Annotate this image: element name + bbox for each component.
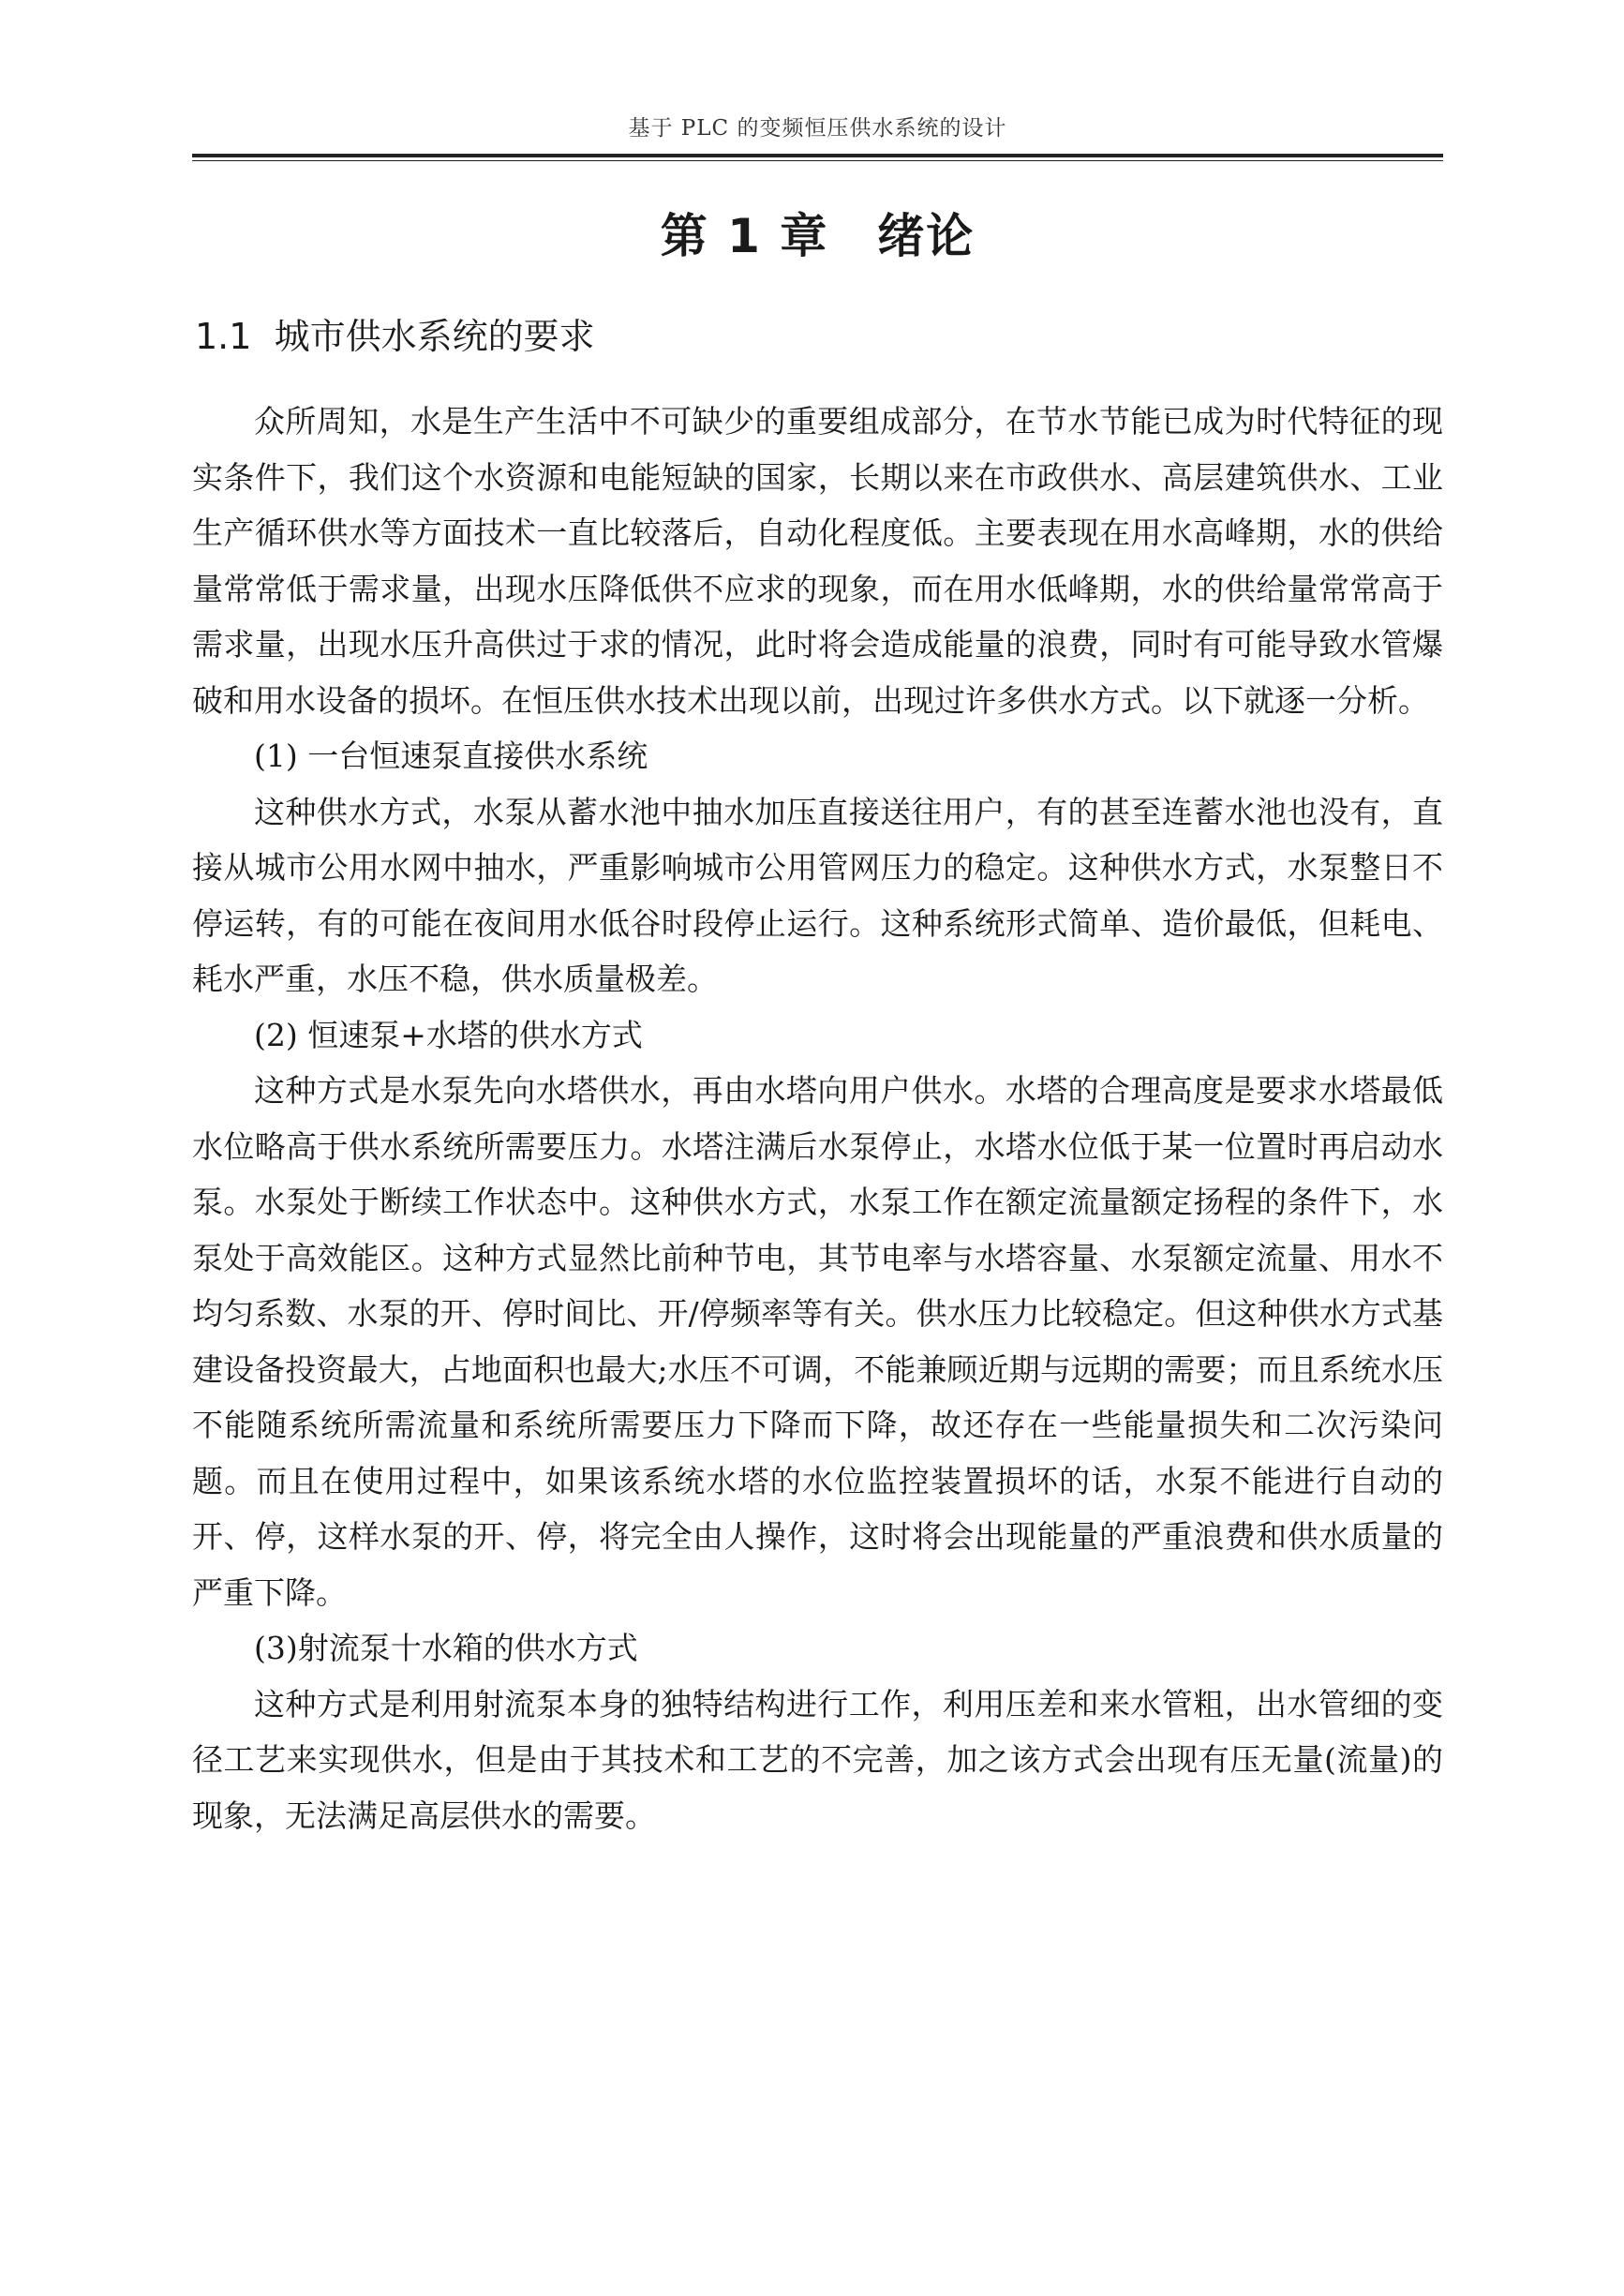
- paragraph-intro: 众所周知，水是生产生活中不可缺少的重要组成部分，在节水节能已成为时代特征的现实条件下，我们这个水资源和电能短缺的国家，长期以来在市政供水、高层建筑供水、工业生产循环供水等方面技术一直比较落后，自动化程度低。主要表现在用水高峰期，水的供给量常常低于需求量，出现水压降低供不应求的现象，而在用水低峰期，水的供给量常常高于需求量，出现水压升高供过于求的情况，此时将会造成能量的浪费，同时有可能导致水管爆破和用水设备的损坏。在恒压供水技术出现以前，出现过许多供水方式。以下就逐一分析。: [192, 403, 1443, 719]
- header-rule: [192, 154, 1443, 157]
- chapter-title: 第 1 章 绪论: [660, 209, 976, 263]
- item-heading-2: (2) 恒速泵+水塔的供水方式: [254, 1016, 643, 1053]
- paragraph-item-1: 这种供水方式，水泵从蓄水池中抽水加压直接送往用户，有的甚至连蓄水池也没有，直接从城市公用水网中抽水，严重影响城市公用管网压力的稳定。这种供水方式，水泵整日不停运转，有的可能在夜间用水低谷时段停止运行。这种系统形式简单、造价最低，但耗电、耗水严重，水压不稳，供水质量极差。: [192, 793, 1443, 997]
- section-title: 1.1 城市供水系统的要求: [195, 316, 595, 357]
- running-header: 基于 PLC 的变频恒压供水系统的设计: [628, 116, 1007, 141]
- item-heading-3: (3)射流泵十水箱的供水方式: [254, 1630, 638, 1666]
- body-text: [192, 394, 1443, 1843]
- paragraph-item-2: 这种方式是水泵先向水塔供水，再由水塔向用户供水。水塔的合理高度是要求水塔最低水位略高于供水系统所需要压力。水塔注满后水泵停止，水塔水位低于某一位置时再启动水泵。水泵处于断续工作状态中。这种供水方式，水泵工作在额定流量额定扬程的条件下，水泵处于高效能区。这种方式显然比前种节电，其节电率与水塔容量、水泵额定流量、用水不均匀系数、水泵的开、停时间比、开/停频率等有关。供水压力比较稳定。但这种供水方式基建设备投资最大，占地面积也最大;水压不可调，不能兼顾近期与远期的需要；而且系统水压不能随系统所需流量和系统所需要压力下降而下降，故还存在一些能量损失和二次污染问题。而且在使用过程中，如果该系统水塔的水位监控装置损坏的话，水泵不能进行自动的开、停，这样水泵的开、停，将完全由人操作，这时将会出现能量的严重浪费和供水质量的严重下降。: [192, 1072, 1443, 1611]
- paragraph-item-3: 这种方式是利用射流泵本身的独特结构进行工作，利用压差和来水管粗，出水管细的变径工艺来实现供水，但是由于其技术和工艺的不完善，加之该方式会出现有压无量(流量)的现象，无法满足高层供水的需要。: [192, 1685, 1443, 1834]
- item-heading-1: (1) 一台恒速泵直接供水系统: [254, 738, 648, 774]
